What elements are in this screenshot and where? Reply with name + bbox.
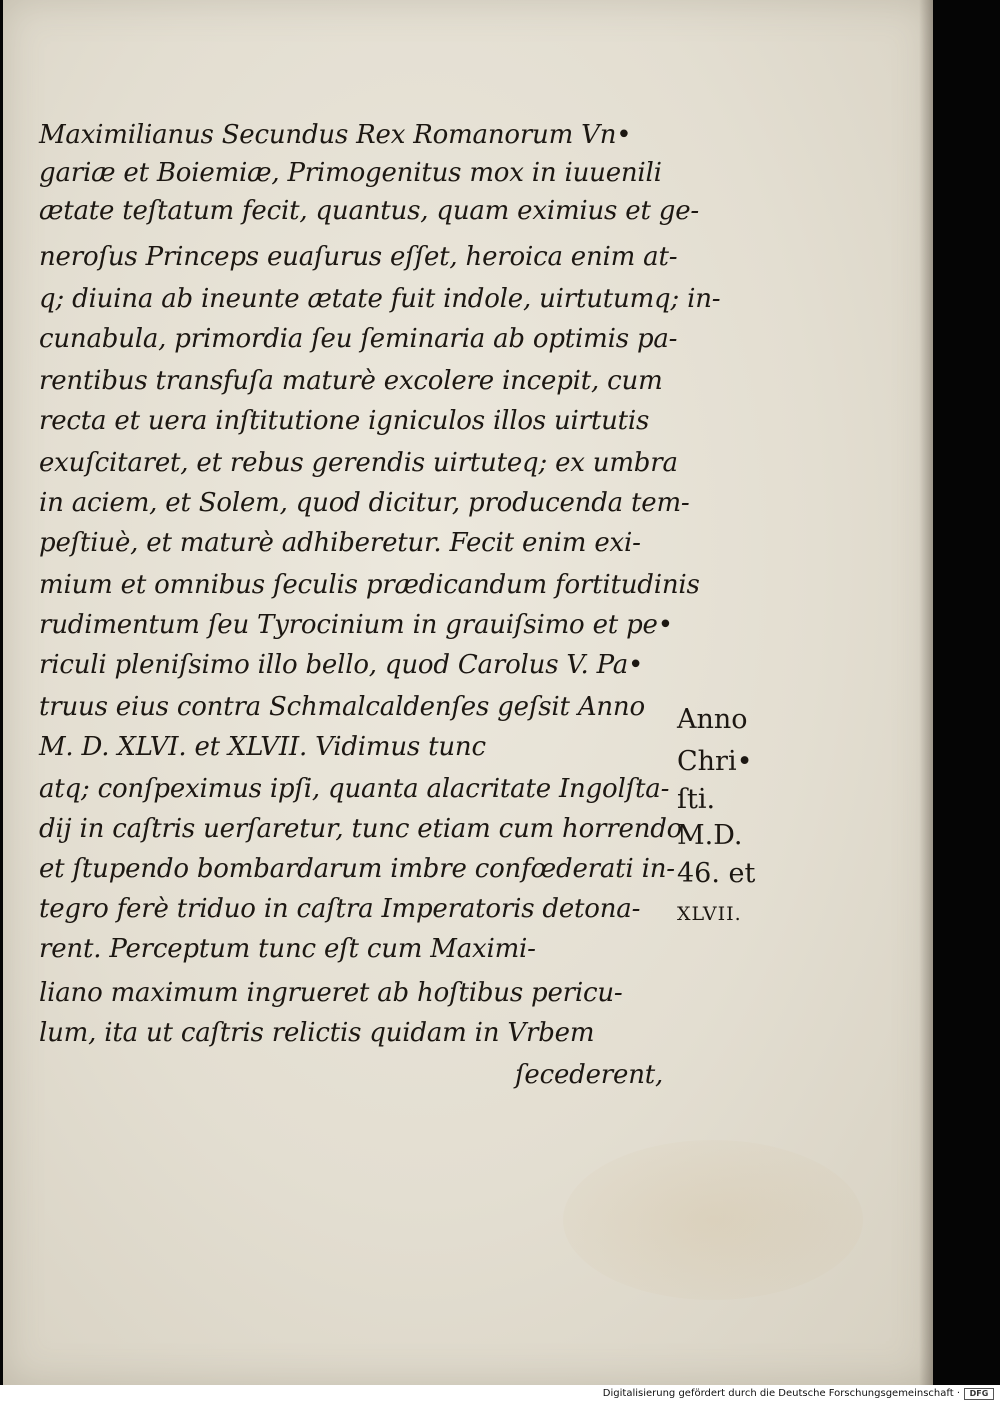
text-line: truus eius contra Schmalcaldenſes geſsit Anno [39, 692, 645, 722]
text-line: rudimentum ſeu Tyrocinium in grauiſsimo et pe• [39, 610, 673, 640]
text-line: peſtiuè, et maturè adhiberetur. Fecit enim exi- [39, 528, 641, 558]
text-line: M. D. XLVI. et XLVII. Vidimus tunc [39, 732, 486, 762]
text-line: rent. Perceptum tunc eſt cum Maximi- [39, 934, 536, 964]
text-line: gariæ et Boiemiæ, Primogenitus mox in iuuenili [39, 158, 662, 188]
text-line: et ſtupendo bombardarum imbre confœderati in- [39, 854, 675, 884]
text-line: rentibus transfuſa maturè excolere incepit, cum [39, 366, 663, 396]
margin-note-line: M.D. [677, 820, 743, 851]
text-line: in aciem, et Solem, quod dicitur, producenda tem- [39, 488, 690, 518]
dfg-logo-icon: DFG [964, 1388, 994, 1400]
footer-credit: Digitalisierung gefördert durch die Deutsche Forschungsgemeinschaft · [602, 1388, 960, 1399]
text-line: atq; conſpeximus ipſi, quanta alacritate Ingolſta- [39, 774, 670, 804]
text-line: tegro ferè triduo in caſtra Imperatoris detona- [39, 894, 641, 924]
text-line: riculi pleniſsimo illo bello, quod Carolus V. Pa• [39, 650, 644, 680]
text-line: lum, ita ut caſtris relictis quidam in Vrbem [39, 1018, 595, 1048]
text-line: liano maximum ingrueret ab hoſtibus pericu- [39, 978, 623, 1008]
text-line: exuſcitaret, et rebus gerendis uirtuteq; ex umbra [39, 448, 678, 478]
text-line: cunabula, primordia ſeu ſeminaria ab optimis pa- [39, 324, 678, 354]
text-line: q; diuina ab ineunte ætate fuit indole, uirtutumq; in- [39, 284, 721, 314]
margin-note-line: XLVII. [677, 903, 742, 925]
text-line: ætate teſtatum fecit, quantus, quam eximius et ge- [39, 196, 699, 226]
margin-note-line: Chri• [677, 746, 753, 777]
margin-note-line: 46. et [677, 858, 756, 889]
page-fold-shadow [919, 0, 933, 1385]
book-page [3, 0, 933, 1385]
margin-note-line: Anno [677, 704, 748, 735]
text-line: recta et uera inſtitutione igniculos illos uirtutis [39, 406, 650, 436]
paper-stain [563, 1140, 863, 1300]
text-line: dij in caſtris uerſaretur, tunc etiam cum horrendo [39, 814, 683, 844]
margin-note-line: ſti. [677, 784, 716, 815]
text-line: Maximilianus Secundus Rex Romanorum Vn• [39, 120, 632, 150]
text-line: mium et omnibus ſeculis prædicandum fortitudinis [39, 570, 700, 600]
text-line: neroſus Princeps euaſurus eſſet, heroica enim at- [39, 242, 678, 272]
catchword: ſecederent, [515, 1060, 664, 1090]
